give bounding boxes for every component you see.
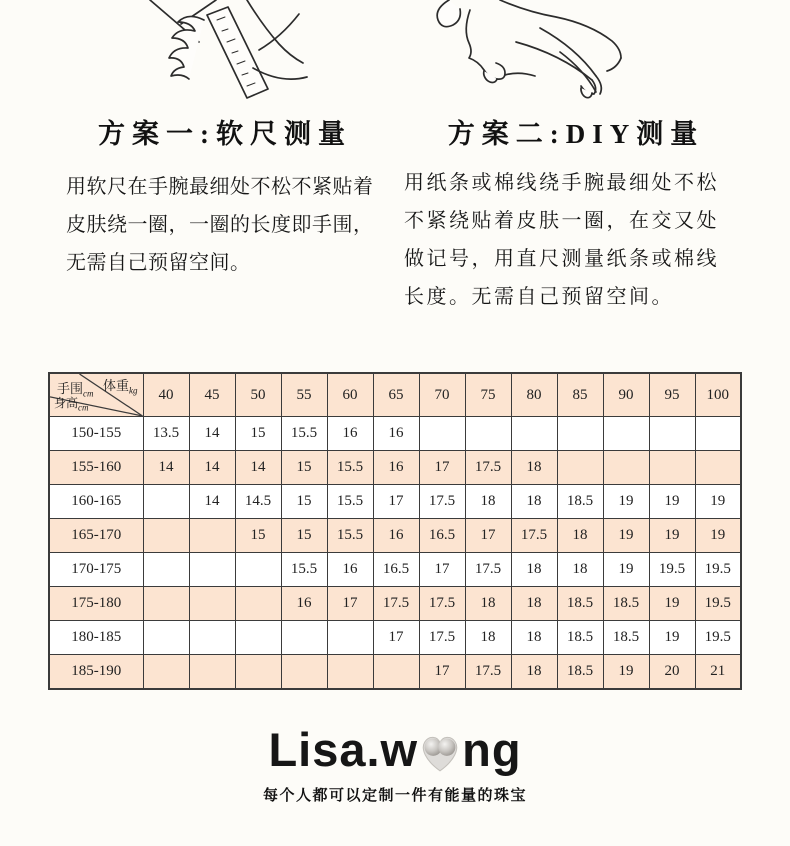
- height-range-cell: 155-160: [49, 451, 143, 485]
- hands-illustration: [0, 0, 790, 112]
- size-value-cell: 18: [511, 587, 557, 621]
- table-row: [49, 655, 741, 690]
- size-value-cell: 20: [649, 655, 695, 690]
- size-value-cell: [189, 621, 235, 655]
- size-value-cell: 15: [235, 417, 281, 451]
- weight-column-header: 75: [465, 373, 511, 417]
- table-row: [49, 451, 741, 485]
- size-table: [48, 372, 742, 690]
- size-value-cell: 18: [465, 587, 511, 621]
- size-value-cell: 15.5: [281, 417, 327, 451]
- height-range-cell: 150-155: [49, 417, 143, 451]
- size-value-cell: 17.5: [419, 485, 465, 519]
- corner-label-height: 身高$_{cm}$: [54, 395, 89, 412]
- size-value-cell: 17: [419, 451, 465, 485]
- size-value-cell: 18.5: [557, 485, 603, 519]
- size-value-cell: [603, 417, 649, 451]
- size-value-cell: [189, 519, 235, 553]
- weight-column-header: 70: [419, 373, 465, 417]
- weight-column-header: 90: [603, 373, 649, 417]
- table-row: [49, 553, 741, 587]
- size-value-cell: 15: [235, 519, 281, 553]
- table-row: [49, 417, 741, 451]
- size-value-cell: 18: [511, 655, 557, 690]
- size-value-cell: 21: [695, 655, 741, 690]
- weight-column-header: 95: [649, 373, 695, 417]
- weight-column-header: 40: [143, 373, 189, 417]
- size-value-cell: 17.5: [465, 655, 511, 690]
- size-value-cell: 19: [649, 587, 695, 621]
- size-value-cell: 19: [649, 519, 695, 553]
- weight-column-header: 60: [327, 373, 373, 417]
- size-value-cell: 14: [189, 417, 235, 451]
- table-row: [49, 519, 741, 553]
- size-value-cell: 18: [511, 621, 557, 655]
- size-value-cell: 18.5: [557, 587, 603, 621]
- size-value-cell: [281, 621, 327, 655]
- size-value-cell: [557, 451, 603, 485]
- size-value-cell: 15: [281, 451, 327, 485]
- weight-column-header: 100: [695, 373, 741, 417]
- size-value-cell: 14: [235, 451, 281, 485]
- height-range-cell: 165-170: [49, 519, 143, 553]
- size-value-cell: [373, 655, 419, 690]
- size-value-cell: 17.5: [419, 621, 465, 655]
- size-value-cell: 16: [373, 451, 419, 485]
- size-value-cell: 18: [557, 519, 603, 553]
- size-value-cell: 15.5: [327, 519, 373, 553]
- size-value-cell: 17: [373, 621, 419, 655]
- size-value-cell: 17: [419, 655, 465, 690]
- brand-tagline: 每个人都可以定制一件有能量的珠宝: [262, 788, 527, 804]
- size-value-cell: 19: [603, 519, 649, 553]
- size-value-cell: 17: [373, 485, 419, 519]
- size-value-cell: 16: [327, 417, 373, 451]
- size-value-cell: 19: [603, 553, 649, 587]
- size-value-cell: 17: [419, 553, 465, 587]
- size-value-cell: 17.5: [465, 553, 511, 587]
- table-row: [49, 587, 741, 621]
- weight-column-header: 80: [511, 373, 557, 417]
- method-1-title: 方案一:软尺测量: [98, 119, 352, 149]
- size-value-cell: 18: [511, 485, 557, 519]
- size-value-cell: 14: [189, 485, 235, 519]
- size-value-cell: 17.5: [419, 587, 465, 621]
- open-hand-illustration: [437, 0, 621, 98]
- weight-column-header: 45: [189, 373, 235, 417]
- size-value-cell: 17: [465, 519, 511, 553]
- size-value-cell: [649, 451, 695, 485]
- size-value-cell: 18.5: [557, 655, 603, 690]
- weight-column-header: 50: [235, 373, 281, 417]
- size-value-cell: 18.5: [603, 587, 649, 621]
- table-body: [49, 417, 741, 690]
- size-value-cell: [143, 485, 189, 519]
- size-value-cell: [511, 417, 557, 451]
- method-1-description: 用软尺在手腕最细处不松不紧贴着皮肤绕一圈，一圈的长度即手围，无需自己预留空间。: [66, 176, 374, 274]
- size-value-cell: [695, 417, 741, 451]
- size-value-cell: 18: [557, 553, 603, 587]
- size-value-cell: 19.5: [695, 553, 741, 587]
- size-value-cell: 13.5: [143, 417, 189, 451]
- size-value-cell: 19: [649, 621, 695, 655]
- size-value-cell: [695, 451, 741, 485]
- pearl-heart-icon: [419, 733, 461, 773]
- size-value-cell: 19.5: [695, 587, 741, 621]
- size-value-cell: 19: [695, 485, 741, 519]
- size-value-cell: 19.5: [649, 553, 695, 587]
- size-value-cell: [603, 451, 649, 485]
- corner-label-wrist: 手围$_{cm}$: [57, 381, 94, 399]
- weight-column-header: 55: [281, 373, 327, 417]
- table-row: [49, 621, 741, 655]
- brand-text-suffix: ng: [462, 723, 522, 776]
- size-value-cell: 16.5: [419, 519, 465, 553]
- size-value-cell: [189, 553, 235, 587]
- weight-column-header: 65: [373, 373, 419, 417]
- size-value-cell: 15.5: [281, 553, 327, 587]
- size-value-cell: 16.5: [373, 553, 419, 587]
- table-header-row: [49, 373, 741, 417]
- height-range-cell: 185-190: [49, 655, 143, 690]
- method-2-description: 用纸条或棉线绕手腕最细处不松不紧绕贴着皮肤一圈，在交又处做记号，用直尺测量纸条或棉线长度。无需自己预留空间。: [404, 172, 719, 308]
- size-value-cell: 18.5: [557, 621, 603, 655]
- brand-logo: [0, 722, 790, 777]
- size-value-cell: [465, 417, 511, 451]
- size-value-cell: [235, 621, 281, 655]
- size-value-cell: [143, 587, 189, 621]
- size-value-cell: [327, 655, 373, 690]
- size-value-cell: 19: [603, 485, 649, 519]
- size-value-cell: [143, 621, 189, 655]
- size-value-cell: 18: [511, 553, 557, 587]
- size-value-cell: 17: [327, 587, 373, 621]
- size-value-cell: 18: [465, 621, 511, 655]
- size-value-cell: [557, 417, 603, 451]
- tape-measure-hand-illustration: [150, 0, 307, 98]
- table-row: [49, 485, 741, 519]
- size-value-cell: 16: [373, 417, 419, 451]
- size-value-cell: 14: [189, 451, 235, 485]
- size-value-cell: 17.5: [465, 451, 511, 485]
- size-value-cell: 14.5: [235, 485, 281, 519]
- size-value-cell: [327, 621, 373, 655]
- weight-column-header: 85: [557, 373, 603, 417]
- size-value-cell: [143, 655, 189, 690]
- size-value-cell: [235, 587, 281, 621]
- size-value-cell: 19.5: [695, 621, 741, 655]
- height-range-cell: 160-165: [49, 485, 143, 519]
- height-range-cell: 175-180: [49, 587, 143, 621]
- brand-text-prefix: Lisa.w: [268, 723, 419, 776]
- corner-label-weight: 体重$_{kg}$: [102, 378, 138, 396]
- size-value-cell: 19: [649, 485, 695, 519]
- size-value-cell: 17.5: [511, 519, 557, 553]
- size-value-cell: 18.5: [603, 621, 649, 655]
- size-value-cell: [235, 553, 281, 587]
- size-value-cell: [419, 417, 465, 451]
- size-value-cell: 15: [281, 485, 327, 519]
- size-value-cell: [281, 655, 327, 690]
- method-2-title: 方案二:DIY测量: [447, 119, 705, 149]
- size-value-cell: 18: [511, 451, 557, 485]
- size-value-cell: [649, 417, 695, 451]
- size-value-cell: [143, 519, 189, 553]
- size-value-cell: 19: [695, 519, 741, 553]
- size-value-cell: 15: [281, 519, 327, 553]
- size-value-cell: 15.5: [327, 451, 373, 485]
- height-range-cell: 180-185: [49, 621, 143, 655]
- table-corner-cell: [49, 373, 143, 417]
- size-value-cell: [189, 587, 235, 621]
- size-value-cell: 18: [465, 485, 511, 519]
- size-value-cell: [143, 553, 189, 587]
- size-value-cell: 16: [281, 587, 327, 621]
- height-range-cell: 170-175: [49, 553, 143, 587]
- size-value-cell: [189, 655, 235, 690]
- size-value-cell: 16: [327, 553, 373, 587]
- size-value-cell: 17.5: [373, 587, 419, 621]
- size-value-cell: 16: [373, 519, 419, 553]
- size-table-container: [48, 372, 742, 690]
- size-value-cell: 14: [143, 451, 189, 485]
- size-value-cell: 15.5: [327, 485, 373, 519]
- size-value-cell: 19: [603, 655, 649, 690]
- size-value-cell: [235, 655, 281, 690]
